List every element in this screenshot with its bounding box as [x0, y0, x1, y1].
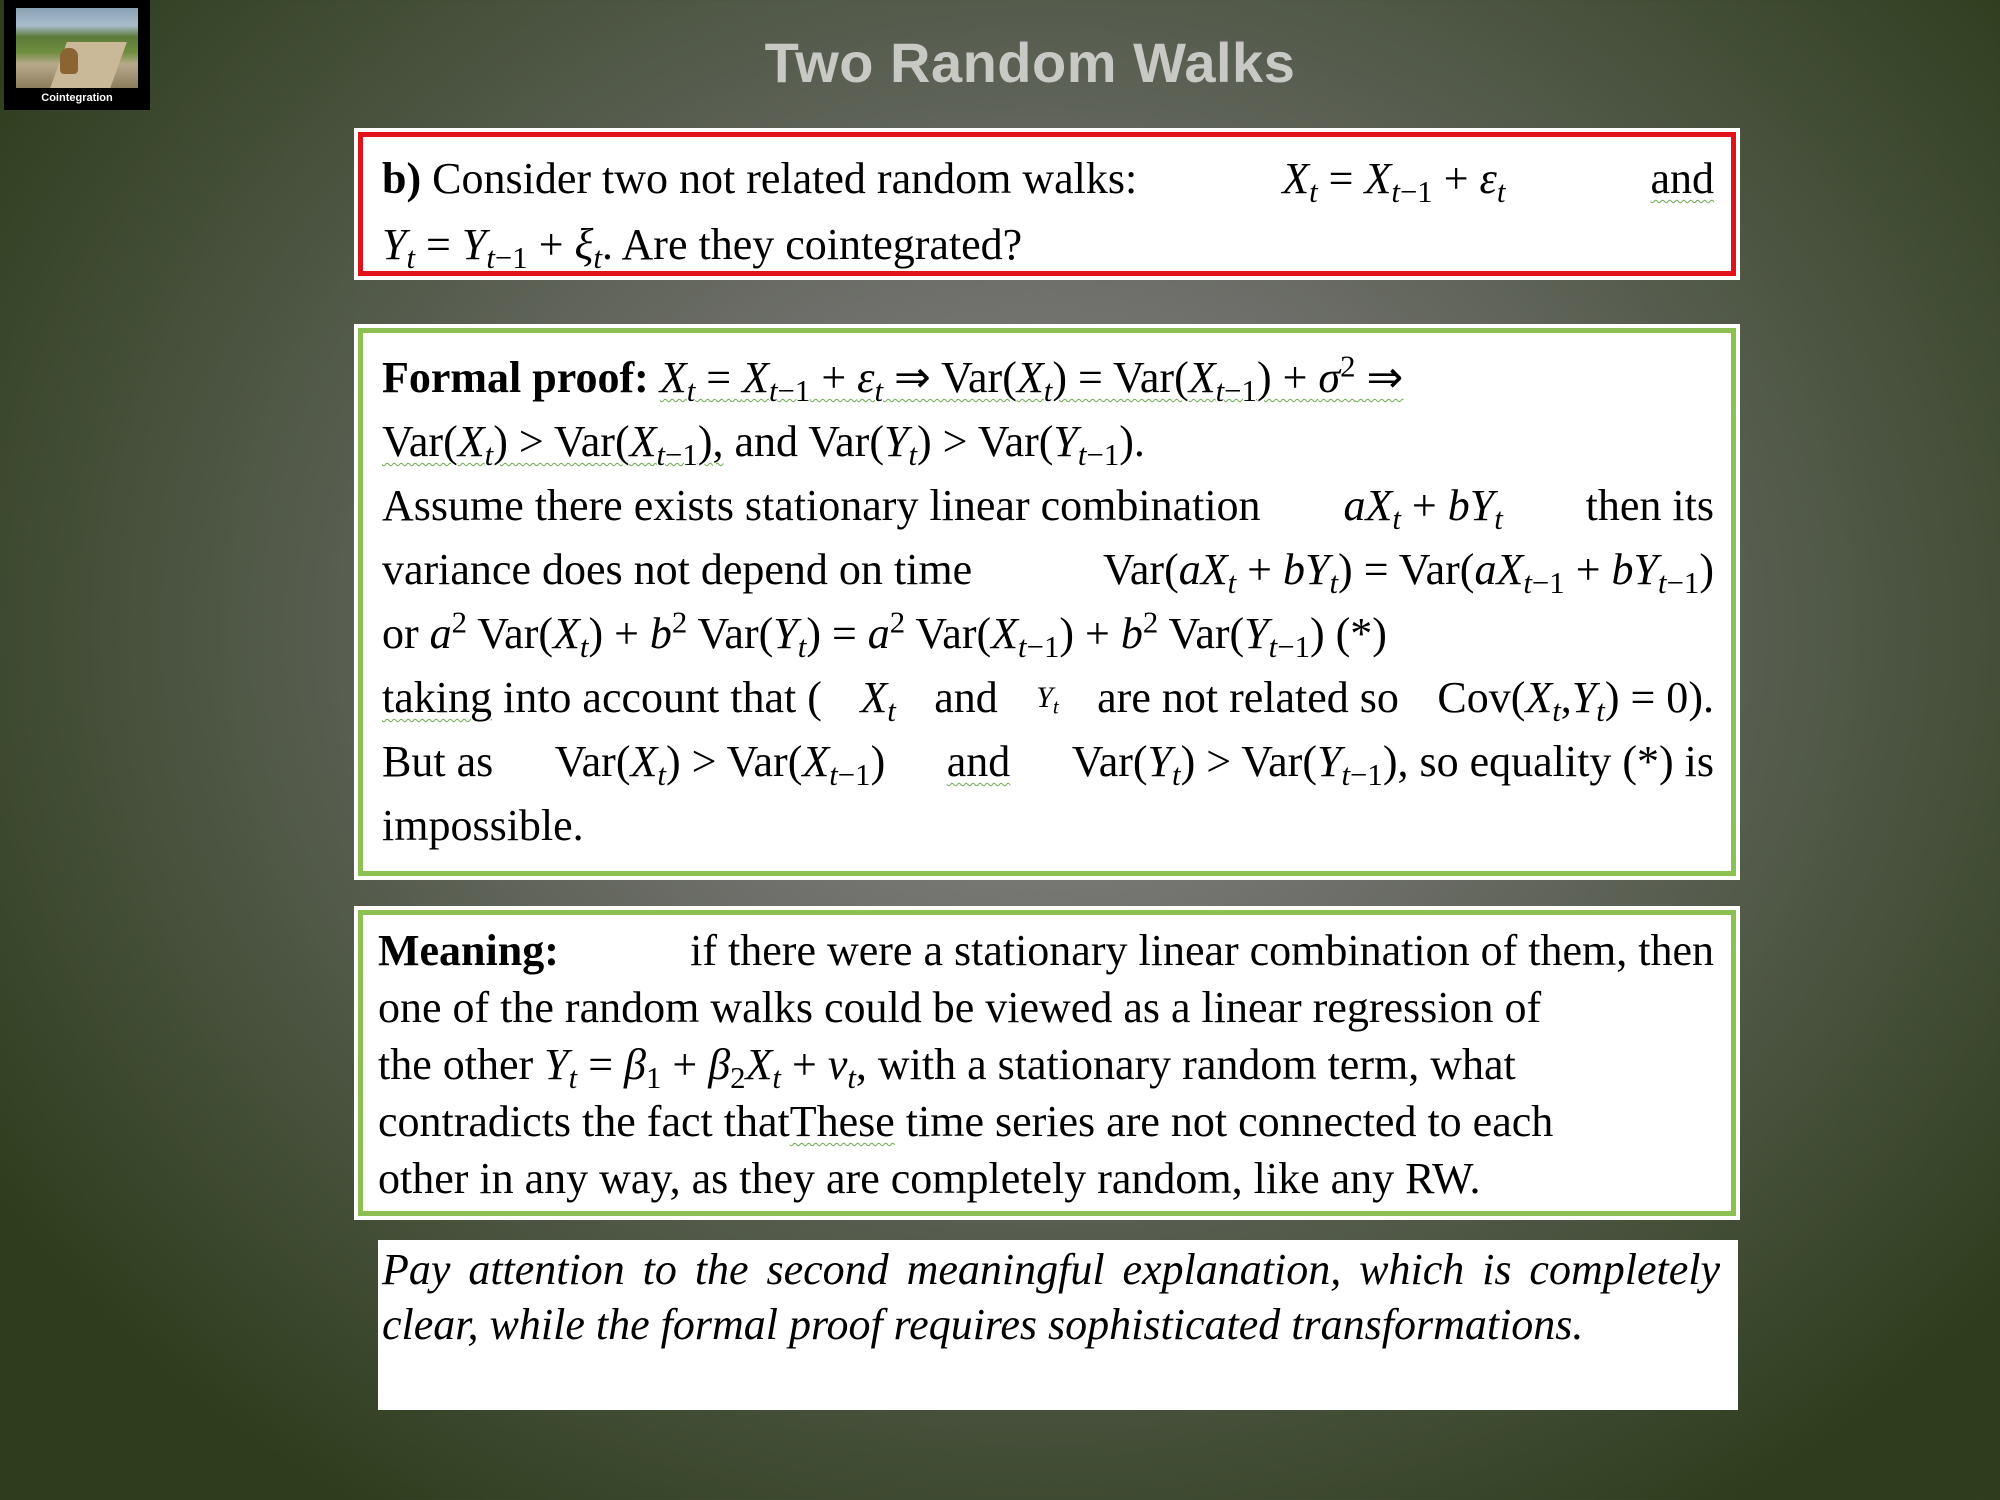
proof-and: and [734, 417, 799, 466]
proof-line-6-taking: taking [382, 673, 492, 722]
proof-line-4-equation: $Var(aX_t + bY_t) = Var(aX_{t-1} + bY_{t-1})$ [1102, 545, 1714, 601]
proof-line-6-equation: $Cov(X_t,Y_t) = 0$ [1437, 673, 1689, 729]
proof-line-8: impossible. [382, 801, 584, 850]
proof-line-5-star: (*) [1335, 609, 1387, 658]
proof-equation-1: $X_t = X_{t-1} + \varepsilon_t$ ⇒ $Var(X_t) = Var(X_{t-1}) + \sigma^2$ ⇒ [659, 349, 1404, 409]
proof-line-4 [382, 538, 1714, 602]
proof-line-2 [382, 410, 1714, 474]
proof-equation-2a: $Var(X_t) > Var(X_{t-1})$, [382, 417, 724, 473]
proof-equation-2b: $Var(Y_t) > Var(Y_{t-1})$. [808, 417, 1145, 473]
proof-line-6-and: and [934, 673, 998, 722]
proof-box [354, 324, 1740, 880]
question-line-1 [382, 146, 1714, 212]
proof-line-5-or: or [382, 609, 419, 658]
meaning-box [354, 906, 1740, 1220]
meaning-label: Meaning: [378, 926, 559, 975]
question-text: Consider two not related random walks: [432, 154, 1138, 203]
note-text: Pay attention to the second meaningful explanation, which is completely clear, while the formal proof requires sophisticated transformations. [382, 1245, 1720, 1349]
proof-line-6-xt: $X_t$ [860, 673, 896, 729]
proof-line-7-equation-2: $Var(Y_t) > Var(Y_{t-1})$ [1071, 737, 1398, 793]
proof-label: Formal proof: [382, 353, 649, 402]
proof-line-7-and: and [946, 737, 1011, 786]
proof-line-6-end: ). [1688, 673, 1714, 722]
question-label: b) [382, 154, 422, 203]
equation-y: $Y_t = Y_{t-1} + \xi_t$ [382, 220, 602, 276]
question-text-2: . Are they cointegrated? [601, 220, 1023, 269]
meaning-line-1-text: if there were a stationary linear combination of them, then [690, 926, 1714, 975]
slide-title: Two Random Walks [764, 31, 1296, 94]
proof-line-6-text-1: into account that ( [502, 673, 822, 722]
proof-line-5-equation: $a^2$ $Var(X_t) + b^2$ $Var(Y_t) = a^2$ $Var(X_{t-1}) + b^2$ $Var(Y_{t-1})$ [429, 605, 1325, 665]
meaning-line-1 [378, 922, 1714, 979]
meaning-line-4 [378, 1093, 1714, 1150]
question-line-2 [382, 212, 1714, 278]
proof-line-3-tail: then its [1585, 481, 1714, 530]
proof-line-6-text-2: are not related so [1097, 673, 1399, 722]
proof-line-5 [382, 602, 1714, 666]
proof-line-3 [382, 474, 1714, 538]
proof-line-3-text: Assume there exists stationary linear combination [382, 481, 1261, 530]
proof-line-6 [382, 666, 1714, 730]
meaning-line-4-word: These [789, 1097, 895, 1146]
meaning-regression-equation: $Y_t = \beta_1 + \beta_2X_t + v_t$ [544, 1040, 856, 1096]
note-box [378, 1240, 1738, 1410]
proof-line-6-yt: $Y_t$ [1036, 681, 1059, 719]
meaning-line-2: one of the random walks could be viewed as a linear regression of [378, 983, 1542, 1032]
meaning-line-4-pre: contradicts the fact that [378, 1097, 790, 1146]
meaning-line-3-pre: the other [378, 1040, 534, 1089]
proof-line-1 [382, 346, 1714, 410]
proof-line-7-but: But as [382, 737, 494, 786]
question-and: and [1650, 154, 1714, 203]
proof-line-7 [382, 730, 1714, 794]
proof-line-3-equation: $aX_t + bY_t$ [1343, 481, 1503, 537]
proof-line-7-equation-1: $Var(X_t) > Var(X_{t-1})$ [554, 737, 886, 793]
proof-line-4-text: variance does not depend on time [382, 545, 973, 594]
meaning-line-3-post: , with a stationary random term, what [855, 1040, 1516, 1089]
logo-caption: Cointegration [41, 92, 113, 104]
equation-x: $X_t = X_{t-1} + \varepsilon_t$ [1282, 154, 1506, 210]
proof-line-7-tail: , so equality (*) is [1397, 737, 1714, 786]
meaning-line-3 [378, 1036, 1714, 1096]
question-box [354, 128, 1740, 280]
meaning-line-4-post: time series are not connected to each [905, 1097, 1554, 1146]
meaning-line-5: other in any way, as they are completely random, like any RW. [378, 1154, 1481, 1203]
